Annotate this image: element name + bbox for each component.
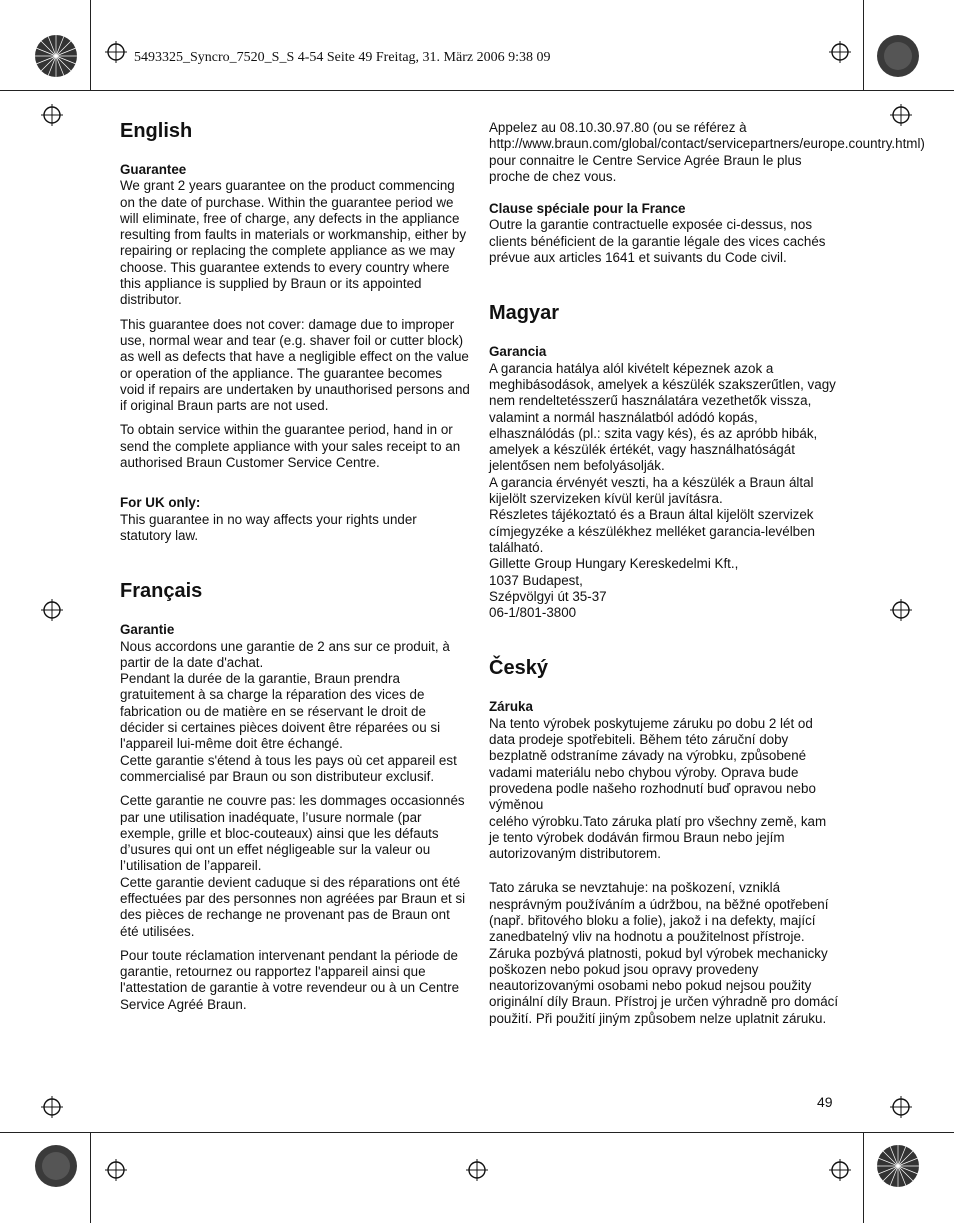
crosshair-target-icon — [890, 599, 912, 621]
crosshair-target-icon — [41, 1096, 63, 1118]
crosshair-target-icon — [105, 41, 127, 63]
crop-line-bottom — [0, 1132, 954, 1133]
section-magyar — [489, 300, 839, 621]
crosshair-target-icon — [890, 104, 912, 126]
registration-rosette-icon — [876, 1144, 920, 1188]
crop-line-top-left — [90, 0, 91, 90]
right-column — [489, 120, 925, 1035]
heading-magyar: Magyar — [489, 302, 560, 325]
crosshair-target-icon — [41, 104, 63, 126]
paragraph: celého výrobku.Tato záruka platí pro všechny země, kam je tento výrobek dodáván firmou Braun nebo jejím autorizovaným distributorem. — [489, 813, 827, 862]
crop-line-top — [0, 90, 954, 91]
crop-line-bottom-left — [90, 1132, 91, 1223]
address-line: Gillette Group Hungary Kereskedelmi Kft., — [489, 556, 739, 572]
paragraph: A garancia hatálya alól kivételt képeznek azok a meghibásodások, amelyek a készülék szakszerűtlen, vagy nem rendeltetésszerű használatára vezethetők vissza, valamint a normál használatból adódó kopás, elhasználódás (pl.: szita vagy kés), és az apróbb hibák, amelyek a készülék értékét, vagy használhatóságát jelentősen nem befolyásolják. — [489, 360, 836, 474]
crosshair-target-icon — [829, 1159, 851, 1181]
left-column — [120, 118, 470, 1021]
paragraph: Pour toute réclamation intervenant pendant la période de garantie, retournez ou rapportez l'appareil ainsi que l'attestation de garantie à votre revendeur ou à un Centre Service Agréé Braun. — [120, 947, 460, 1012]
registration-dot-icon — [34, 1144, 78, 1188]
subheading-clause-speciale: Clause spéciale pour la France — [489, 201, 686, 217]
paragraph: Cette garantie ne couvre pas: les dommages occasionnés par une utilisation inadéquate, l’usure normale (par exemple, grille et bloc-couteaux) ainsi que les défauts d’usures qui ont un effet négligeable sur la valeur ou l’utilisation de l’appareil. — [120, 793, 465, 874]
address-line: 1037 Budapest, — [489, 572, 583, 588]
heading-francais: Français — [120, 580, 203, 603]
section-francais — [120, 578, 470, 1013]
subheading-uk-only: For UK only: — [120, 495, 201, 511]
heading-english: English — [120, 120, 193, 142]
paragraph: To obtain service within the guarantee period, hand in or send the complete appliance with your sales receipt to an authorised Braun Customer Service Centre. — [120, 422, 461, 471]
paragraph: This guarantee in no way affects your rights under statutory law. — [120, 511, 417, 543]
crosshair-target-icon — [41, 599, 63, 621]
paragraph: Részletes tájékoztató és a Braun által kijelölt szervizek címjegyzéke a készülékhez melléket garancia-levélben található. — [489, 507, 816, 555]
registration-rosette-icon — [34, 34, 78, 78]
paragraph: Cette garantie devient caduque si des réparations ont été effectuées par des personnes non agréées par Braun et si des pièces de rechange ne provenant pas de Braun ont été utilisées. — [120, 874, 466, 939]
paragraph: Pendant la durée de la garantie, Braun prendra gratuitement à sa charge la réparation des vices de fabrication ou de matière en se réservant le droit de décider si certaines pièces doivent être réparées ou si l'appareil lui-même doit être échangé. — [120, 671, 441, 752]
paragraph: Na tento výrobek poskytujeme záruku po dobu 2 lét od data prodeje spotřebiteli. Během této záruční doby bezplatně odstraníme závady na výrobku, způsobené vadami materiálu nebo chybou výroby. Oprava bude provedena podle našeho rozhodnutí buď opravou nebo výměnou — [489, 715, 816, 813]
paragraph: This guarantee does not cover: damage due to improper use, normal wear and tear (e.g. shaver foil or cutter block) as well as defects that have a negligible effect on the value or operation of the appliance. The guarantee becomes void if repairs are undertaken by unauthorised persons and if original Braun parts are not used. — [120, 316, 470, 414]
paragraph: Cette garantie s'étend à tous les pays où cet appareil est commercialisé par Braun ou son distributeur exclusif. — [120, 752, 457, 784]
page-number: 49 — [817, 1094, 833, 1110]
subheading-guarantee: Guarantee — [120, 162, 187, 177]
subheading-garancia: Garancia — [489, 344, 547, 360]
address-line: Szépvölgyi út 35-37 — [489, 588, 607, 604]
registration-dot-icon — [876, 34, 920, 78]
paragraph: Outre la garantie contractuelle exposée ci-dessus, nos clients bénéficient de la garantie légale des vices cachés prévue aux articles 1641 et suivants du Code civil. — [489, 217, 826, 266]
crosshair-target-icon — [466, 1159, 488, 1181]
crosshair-target-icon — [829, 41, 851, 63]
phone-line: 06-1/801-3800 — [489, 605, 577, 621]
subheading-zaruka: Záruka — [489, 699, 533, 715]
subheading-garantie: Garantie — [120, 622, 175, 638]
crosshair-target-icon — [105, 1159, 127, 1181]
paragraph: A garancia érvényét veszti, ha a készülék a Braun által kijelölt szervizeken kívül kerül javításra. — [489, 474, 814, 507]
crop-line-top-right — [863, 0, 864, 90]
print-slug: 5493325_Syncro_7520_S_S 4-54 Seite 49 Freitag, 31. März 2006 9:38 09 — [134, 50, 551, 65]
paragraph: Nous accordons une garantie de 2 ans sur ce produit, à partir de la date d'achat. — [120, 638, 450, 670]
crop-line-bottom-right — [863, 1132, 864, 1223]
section-english — [120, 118, 470, 544]
heading-cesky: Český — [489, 657, 548, 680]
crosshair-target-icon — [890, 1096, 912, 1118]
paragraph: Appelez au 08.10.30.97.80 (ou se référez à http://www.braun.com/global/contact/servicepartners/europe.country.html) pour connaitre le Centre Service Agrée Braun le plus proche de chez vous. — [489, 120, 925, 184]
section-cesky — [489, 655, 839, 1027]
paragraph: We grant 2 years guarantee on the product commencing on the date of purchase. Within the guarantee period we will eliminate, free of charge, any defects in the appliance resulting from faults in materials or workmanship, either by repairing or replacing the complete appliance as we may choose. This guarantee extends to every country where this appliance is supplied by Braun or its appointed distributor. — [120, 178, 467, 308]
paragraph: Tato záruka se nevztahuje: na poškození, vzniklá nesprávným používáním a údržbou, na běžné opotřebení (např. břitového bloku a folie), jakož i na defekty, mající zanedbatelný vliv na hodnotu a použitelnost přístroje. Záruka pozbývá platnosti, pokud byl výrobek mechanicky poškozen nebo pokud jsou opravy provedeny neautorizovanými osobami nebo pokud nejsou použity originální díly Braun. Přístroj je určen výhradně pro domácí použití. Při použití jiným způsobem nelze uplatnit záruku. — [489, 880, 839, 1026]
